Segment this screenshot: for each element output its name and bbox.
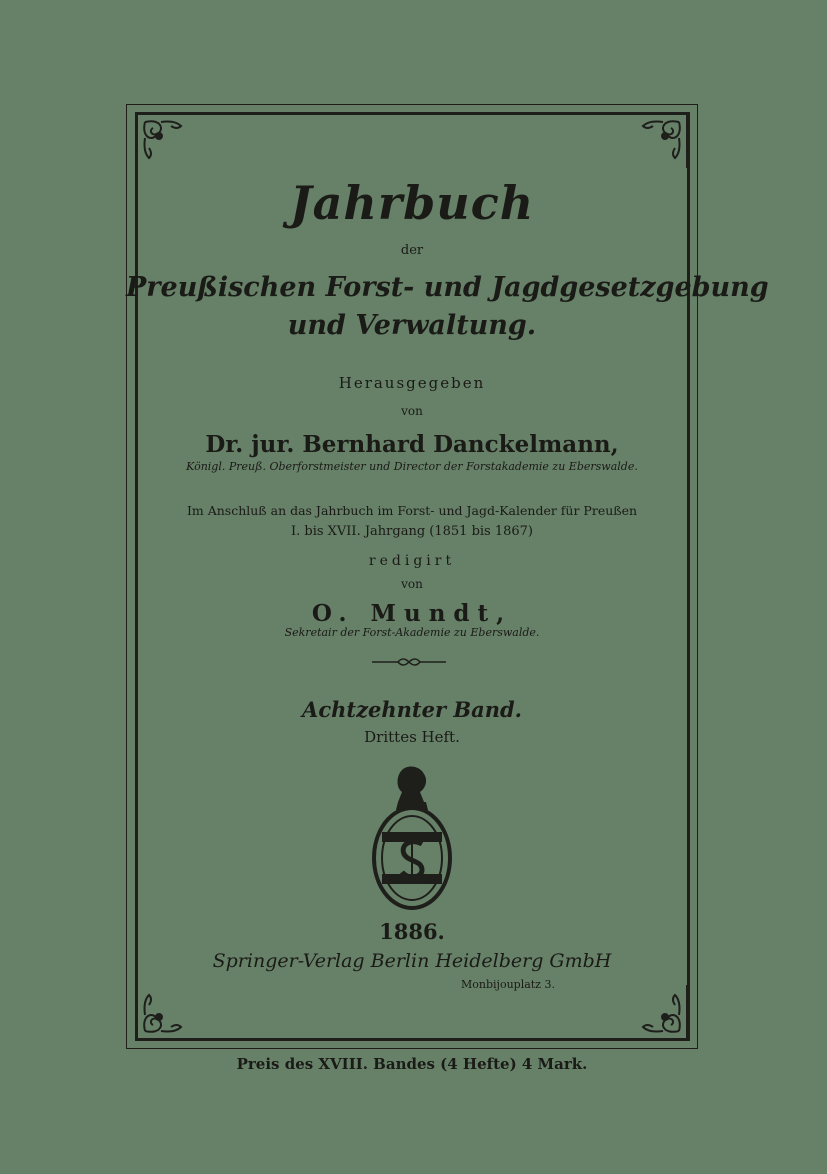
connection-line-1: Im Anschluß an das Jahrbuch im Forst- und Jagd-Kalender für Preußen: [186, 503, 638, 518]
redacted-von: von: [401, 577, 423, 591]
issue-label: Drittes Heft.: [364, 728, 460, 746]
corner-ornament-top-left-icon: [131, 108, 201, 178]
book-title: Jahrbuch: [289, 176, 535, 230]
divider-ornament-icon: [370, 655, 448, 669]
editor-intro: Herausgegeben: [338, 374, 486, 392]
publisher-address: Monbijouplatz 3.: [461, 978, 555, 991]
springer-horse-logo-icon: [368, 762, 456, 912]
subtitle-line-2: und Verwaltung.: [287, 310, 537, 341]
connection-line-2: I. bis XVII. Jahrgang (1851 bis 1867): [290, 524, 534, 539]
publisher-name: Springer-Verlag Berlin Heidelberg GmbH: [212, 950, 612, 972]
redactor-name: O. Mundt,: [311, 600, 513, 627]
editor-von: von: [401, 404, 423, 418]
redactor-title: Sekretair der Forst-Akademie zu Eberswalde.: [284, 626, 540, 639]
volume-label: Achtzehnter Band.: [302, 697, 522, 722]
editor-title: Königl. Preuß. Oberforstmeister und Director der Forstakademie zu Eberswalde.: [186, 460, 638, 473]
title-connector: der: [400, 243, 424, 258]
editor-name: Dr. jur. Bernhard Danckelmann,: [205, 431, 619, 458]
redacted-intro: redigirt: [368, 553, 456, 569]
corner-ornament-top-right-icon: [623, 108, 693, 178]
publication-year: 1886.: [379, 919, 445, 944]
subtitle-line-1: Preußischen Forst- und Jagdgesetzgebung: [126, 272, 769, 303]
price-line: Preis des XVIII. Bandes (4 Hefte) 4 Mark.: [236, 1055, 588, 1073]
